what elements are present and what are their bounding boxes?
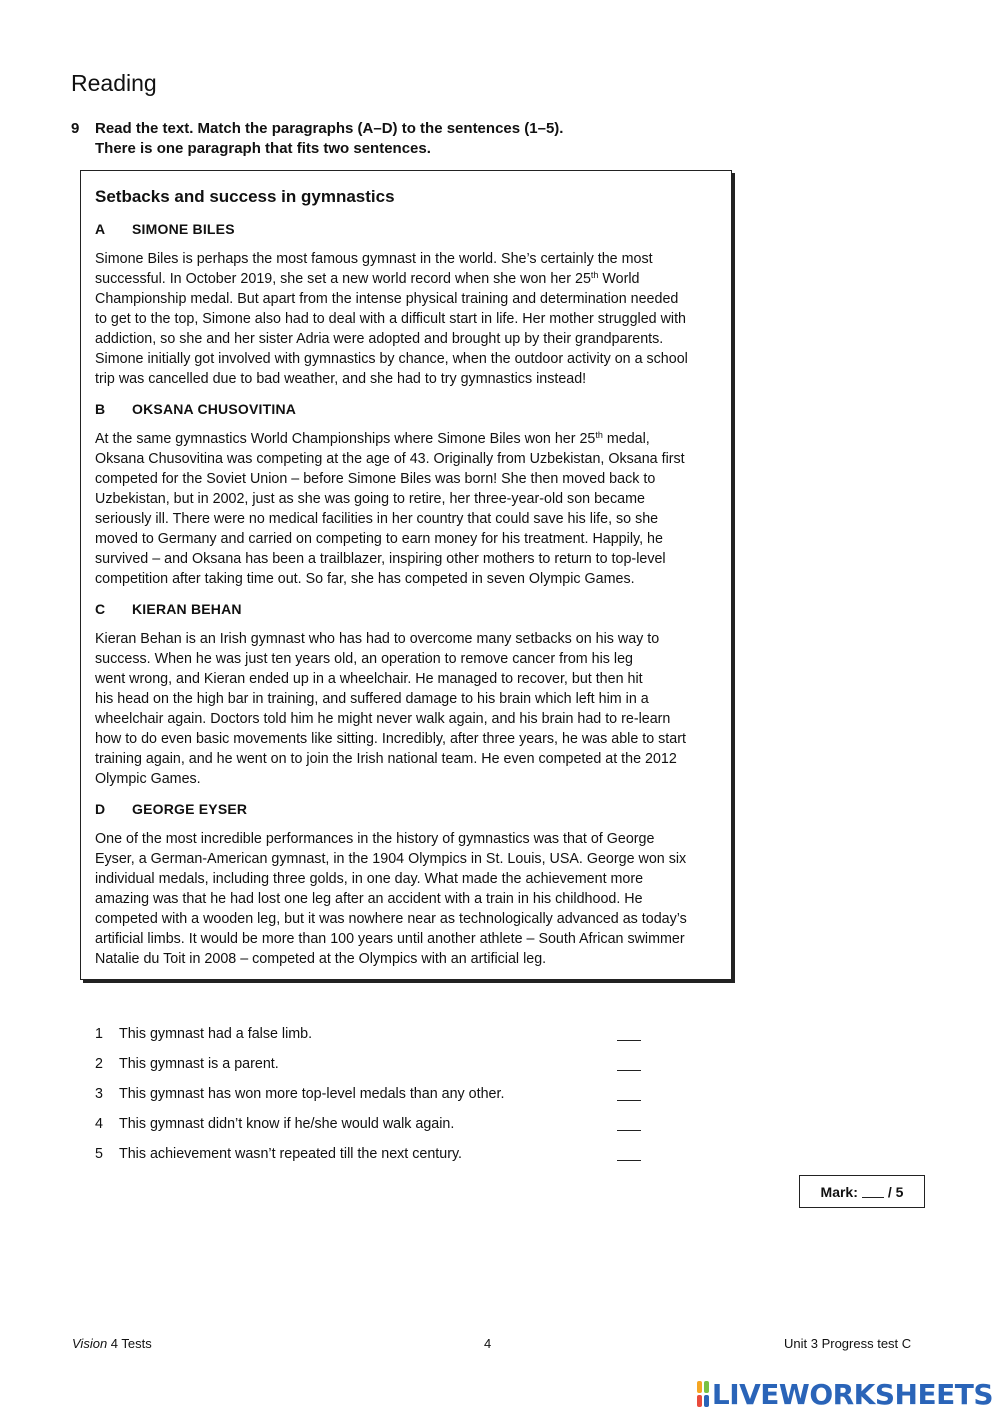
- text-line: success. When he was just ten years old, an operation to remove cancer from his leg: [95, 651, 633, 667]
- mark-total: / 5: [887, 1183, 904, 1200]
- text-line: Eyser, a German-American gymnast, in the 1904 Olympics in St. Louis, USA. George won six: [95, 851, 687, 867]
- gymnast-name: KIERAN BEHAN: [132, 601, 242, 617]
- text-line: competed for the Soviet Union – before Simone Biles was born! She then moved back to: [95, 471, 656, 487]
- text-line: Championship medal. But apart from the intense physical training and determination needed: [95, 291, 679, 307]
- text-line: Kieran Behan is an Irish gymnast who has had to overcome many setbacks on his way to: [95, 631, 660, 647]
- question-number: 1: [95, 1026, 103, 1042]
- paragraph-heading-a: [95, 219, 725, 239]
- question-item: [95, 1053, 655, 1083]
- paragraph-d: [95, 829, 725, 969]
- paragraph-b: [95, 429, 725, 589]
- article-box: [80, 170, 732, 980]
- text-line: Simone Biles is perhaps the most famous gymnast in the world. She’s certainly the most: [95, 251, 653, 267]
- text-segment: successful. In October 2019, she set a new world record when she won her 25: [95, 271, 591, 287]
- question-number: 2: [95, 1056, 103, 1072]
- text-segment: At the same gymnastics World Championships where Simone Biles won her 25: [95, 431, 596, 447]
- section-title: Reading: [71, 70, 157, 96]
- footer-book-title: [72, 1336, 152, 1351]
- paragraph-heading-c: [95, 599, 725, 619]
- text-line: trip was cancelled due to bad weather, and she had to try gymnastics instead!: [95, 371, 587, 387]
- text-line: seriously ill. There were no medical facilities in her country that could save his life, so she: [95, 511, 659, 527]
- paragraph-heading-d: [95, 799, 725, 819]
- superscript: th: [595, 430, 603, 440]
- text-line: went wrong, and Kieran ended up in a wheelchair. He managed to recover, but then hit: [95, 671, 643, 687]
- question-text: This gymnast is a parent.: [119, 1056, 279, 1072]
- footer-italic: Vision: [72, 1336, 108, 1351]
- question-list: [95, 1023, 655, 1173]
- mark-blank[interactable]: [862, 1185, 884, 1198]
- brand-tile: [704, 1395, 709, 1407]
- text-line: to get to the top, Simone also had to deal with a difficult start in life. Her mother struggled with: [95, 311, 686, 327]
- gymnast-name: SIMONE BILES: [132, 221, 235, 237]
- text-line: addiction, so she and her sister Adria were adopted and brought up by their grandparents.: [95, 331, 664, 347]
- text-line: artificial limbs. It would be more than 100 years until another athlete – South African swimmer: [95, 931, 685, 947]
- text-line: Oksana Chusovitina was competing at the age of 43. Originally from Uzbekistan, Oksana first: [95, 451, 685, 467]
- question-text: This gymnast didn’t know if he/she would walk again.: [119, 1116, 455, 1132]
- text-line: moved to Germany and carried on competing to earn money for his treatment. Happily, he: [95, 531, 663, 547]
- instruction-line-2: There is one paragraph that fits two sentences.: [95, 140, 431, 157]
- answer-blank-3[interactable]: [617, 1100, 641, 1101]
- mark-label: Mark:: [820, 1183, 858, 1200]
- answer-blank-5[interactable]: [617, 1160, 641, 1161]
- brand-icon: [697, 1381, 709, 1407]
- text-line: One of the most incredible performances in the history of gymnastics was that of George: [95, 831, 655, 847]
- gymnast-name: GEORGE EYSER: [132, 801, 248, 817]
- text-line: amazing was that he had lost one leg after an accident with a train in his childhood. He: [95, 891, 643, 907]
- question-number: 4: [95, 1116, 103, 1132]
- article-title: Setbacks and success in gymnastics: [95, 187, 395, 206]
- text-segment: World: [598, 271, 640, 287]
- question-text: This gymnast had a false limb.: [119, 1026, 313, 1042]
- text-line: competition after taking time out. So far, she has competed in seven Olympic Games.: [95, 571, 635, 587]
- text-segment: medal,: [602, 431, 650, 447]
- text-line: competed with a wooden leg, but it was nowhere near as technologically advanced as today’s: [95, 911, 687, 927]
- paragraph-a: [95, 249, 725, 389]
- footer-page-number: 4: [484, 1336, 492, 1351]
- exercise-number: 9: [71, 120, 80, 137]
- paragraph-c: [95, 629, 725, 789]
- instruction-line-1: Read the text. Match the paragraphs (A–D) to the sentences (1–5).: [95, 120, 564, 137]
- text-line: how to do even basic movements like sitting. Incredibly, after three years, he was able to start: [95, 731, 686, 747]
- gymnast-name: OKSANA CHUSOVITINA: [132, 401, 297, 417]
- footer-rest: 4 Tests: [107, 1336, 152, 1351]
- question-number: 5: [95, 1146, 103, 1162]
- mark-box: [799, 1175, 925, 1208]
- text-line: [95, 269, 725, 289]
- text-line: wheelchair again. Doctors told him he might never walk again, and his brain had to re-learn: [95, 711, 671, 727]
- text-line: Natalie du Toit in 2008 – competed at the Olympics with an artificial leg.: [95, 951, 547, 967]
- superscript: th: [590, 270, 599, 280]
- text-line: Uzbekistan, but in 2002, just as she was going to retire, her three-year-old son became: [95, 491, 645, 507]
- answer-blank-2[interactable]: [617, 1070, 641, 1071]
- text-line: individual medals, including three golds, in one day. What made the achievement more: [95, 871, 644, 887]
- question-text: This achievement wasn’t repeated till the next century.: [119, 1146, 463, 1162]
- text-line: Olympic Games.: [95, 771, 201, 787]
- text-line: Simone initially got involved with gymnastics by chance, when the outdoor activity on a school: [95, 351, 688, 367]
- text-line: training again, and he went on to join the Irish national team. He even competed at the 2012: [95, 751, 677, 767]
- paragraph-letter: A: [95, 221, 106, 237]
- paragraph-letter: B: [95, 401, 106, 417]
- paragraph-heading-b: [95, 399, 725, 419]
- brand-tile: [697, 1381, 702, 1393]
- question-item: [95, 1113, 655, 1143]
- brand-tile: [697, 1395, 702, 1407]
- question-item: [95, 1143, 655, 1173]
- brand-tile: [704, 1381, 709, 1393]
- answer-blank-4[interactable]: [617, 1130, 641, 1131]
- brand-text: LIVEWORKSHEETS: [711, 1377, 993, 1411]
- paragraph-letter: C: [95, 601, 106, 617]
- text-line: his head on the high bar in training, and suffered damage to his brain which left him in a: [95, 691, 649, 707]
- paragraph-letter: D: [95, 801, 106, 817]
- liveworksheets-logo: [697, 1378, 993, 1410]
- question-item: [95, 1083, 655, 1113]
- text-line: survived – and Oksana has been a trailblazer, inspiring other mothers to return to top-level: [95, 551, 666, 567]
- footer-unit-label: Unit 3 Progress test C: [784, 1336, 912, 1351]
- answer-blank-1[interactable]: [617, 1040, 641, 1041]
- question-item: [95, 1023, 655, 1053]
- text-line: [95, 429, 725, 449]
- question-number: 3: [95, 1086, 103, 1102]
- question-text: This gymnast has won more top-level medals than any other.: [119, 1086, 505, 1102]
